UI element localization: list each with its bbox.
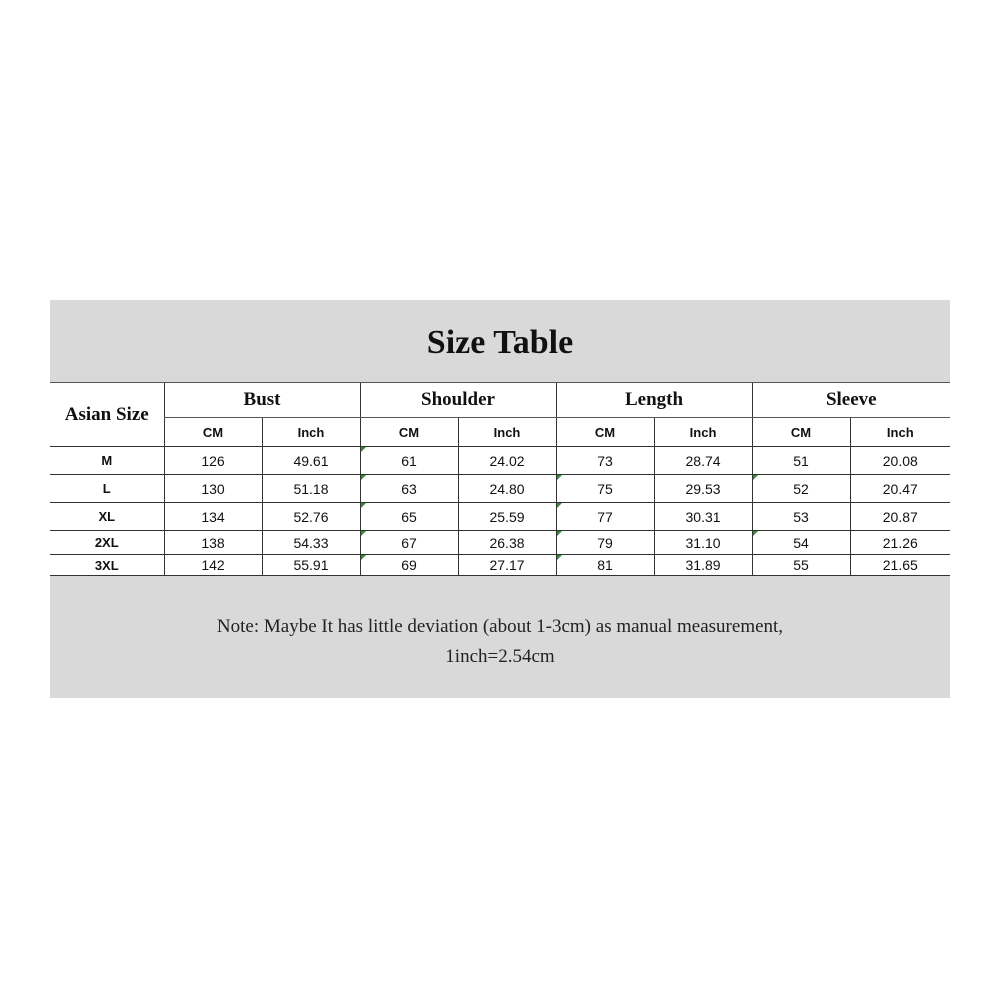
bust-inch-cell: 49.61 xyxy=(262,447,360,475)
size-column-header: Asian Size xyxy=(50,383,164,447)
sleeve-inch-cell: 21.65 xyxy=(850,555,950,576)
note-line-1: Note: Maybe It has little deviation (about 1-3cm) as manual measurement, xyxy=(216,616,784,637)
sleeve-cm-cell: 52 xyxy=(752,475,850,503)
length-cm-cell: 79 xyxy=(556,531,654,555)
unit-header-inch: Inch xyxy=(458,418,556,447)
sleeve-inch-cell: 20.08 xyxy=(850,447,950,475)
length-inch-cell: 31.89 xyxy=(654,555,752,576)
group-header-bust: Bust xyxy=(164,383,360,418)
sleeve-inch-cell: 20.47 xyxy=(850,475,950,503)
length-inch-cell: 31.10 xyxy=(654,531,752,555)
bust-inch-cell: 52.76 xyxy=(262,503,360,531)
table-row xyxy=(50,555,950,576)
unit-header-cm: CM xyxy=(556,418,654,447)
bust-inch-cell: 54.33 xyxy=(262,531,360,555)
sleeve-inch-cell: 20.87 xyxy=(850,503,950,531)
shoulder-cm-cell: 67 xyxy=(360,531,458,555)
length-cm-cell: 75 xyxy=(556,475,654,503)
size-label: 2XL xyxy=(50,531,164,555)
unit-header-cm: CM xyxy=(164,418,262,447)
length-cm-cell: 77 xyxy=(556,503,654,531)
shoulder-cm-cell: 61 xyxy=(360,447,458,475)
unit-header-row xyxy=(50,418,950,447)
size-label: XL xyxy=(50,503,164,531)
table-row xyxy=(50,503,950,531)
unit-header-inch: Inch xyxy=(654,418,752,447)
note-line-2: 1inch=2.54cm xyxy=(445,646,555,667)
unit-header-cm: CM xyxy=(360,418,458,447)
sleeve-cm-cell: 51 xyxy=(752,447,850,475)
table-row xyxy=(50,531,950,555)
bust-inch-cell: 51.18 xyxy=(262,475,360,503)
size-label: L xyxy=(50,475,164,503)
measurement-note xyxy=(50,600,950,698)
sleeve-cm-cell: 55 xyxy=(752,555,850,576)
table-row xyxy=(50,475,950,503)
chart-title: Size Table xyxy=(426,324,574,361)
length-cm-cell: 81 xyxy=(556,555,654,576)
sleeve-cm-cell: 54 xyxy=(752,531,850,555)
group-header-shoulder: Shoulder xyxy=(360,383,556,418)
shoulder-inch-cell: 26.38 xyxy=(458,531,556,555)
length-inch-cell: 28.74 xyxy=(654,447,752,475)
size-table xyxy=(50,382,950,576)
bust-inch-cell: 55.91 xyxy=(262,555,360,576)
length-inch-cell: 29.53 xyxy=(654,475,752,503)
unit-header-cm: CM xyxy=(752,418,850,447)
shoulder-inch-cell: 24.80 xyxy=(458,475,556,503)
group-header-length: Length xyxy=(556,383,752,418)
bust-cm-cell: 126 xyxy=(164,447,262,475)
bust-cm-cell: 142 xyxy=(164,555,262,576)
shoulder-cm-cell: 65 xyxy=(360,503,458,531)
bust-cm-cell: 130 xyxy=(164,475,262,503)
sleeve-cm-cell: 53 xyxy=(752,503,850,531)
bust-cm-cell: 134 xyxy=(164,503,262,531)
shoulder-inch-cell: 25.59 xyxy=(458,503,556,531)
group-header-sleeve: Sleeve xyxy=(752,383,950,418)
length-inch-cell: 30.31 xyxy=(654,503,752,531)
size-label: M xyxy=(50,447,164,475)
size-chart xyxy=(50,300,950,698)
shoulder-cm-cell: 69 xyxy=(360,555,458,576)
size-label: 3XL xyxy=(50,555,164,576)
shoulder-cm-cell: 63 xyxy=(360,475,458,503)
unit-header-inch: Inch xyxy=(850,418,950,447)
bust-cm-cell: 138 xyxy=(164,531,262,555)
shoulder-inch-cell: 27.17 xyxy=(458,555,556,576)
length-cm-cell: 73 xyxy=(556,447,654,475)
group-header-row xyxy=(50,383,950,418)
table-row xyxy=(50,447,950,475)
shoulder-inch-cell: 24.02 xyxy=(458,447,556,475)
sleeve-inch-cell: 21.26 xyxy=(850,531,950,555)
unit-header-inch: Inch xyxy=(262,418,360,447)
